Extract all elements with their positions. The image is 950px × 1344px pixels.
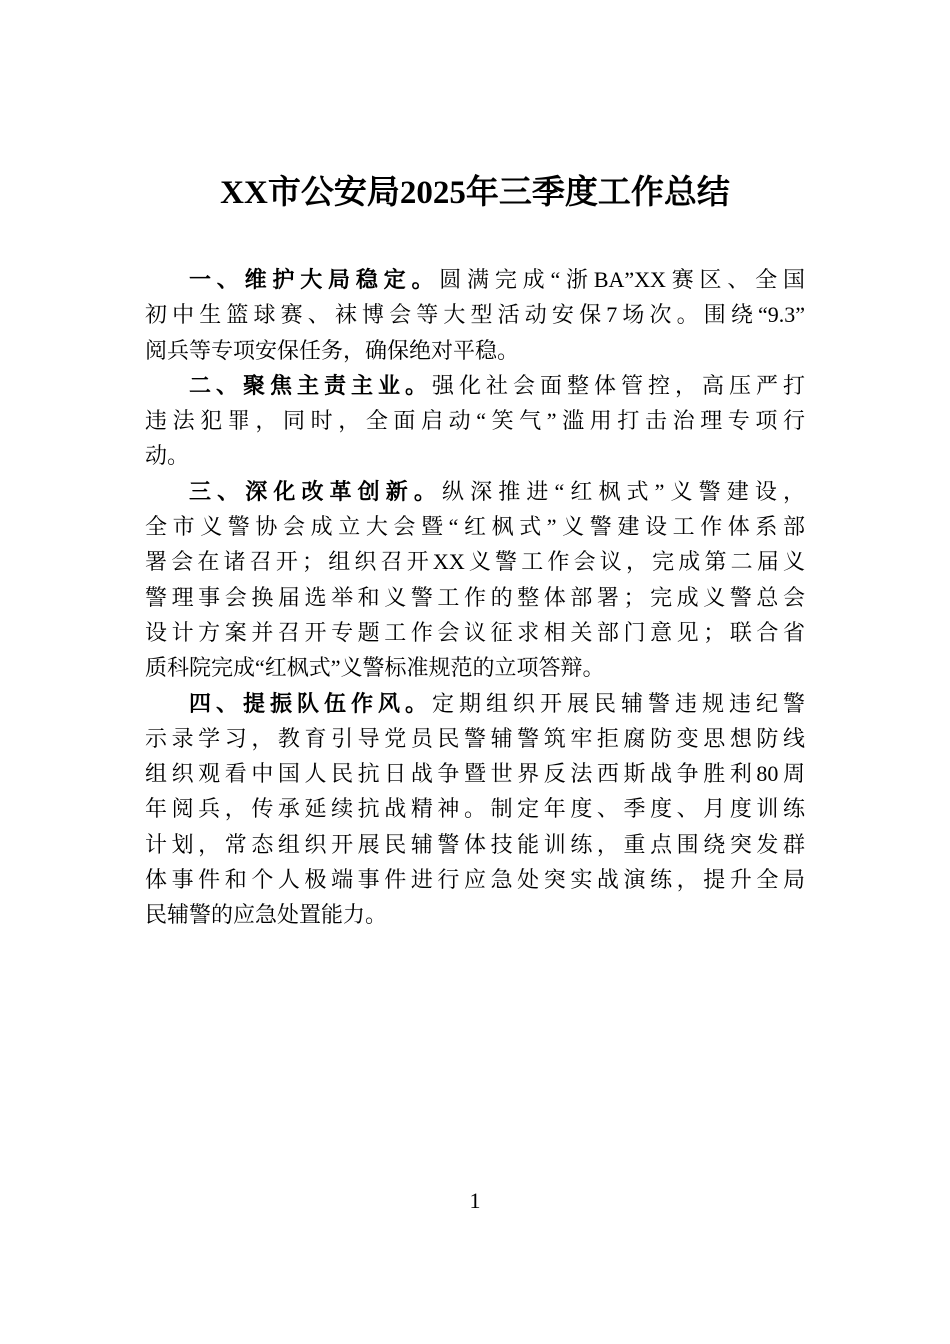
line-text: 全市义警协会成立大会暨“红枫式”义警建设工作体系部: [145, 514, 805, 540]
paragraph: [145, 686, 805, 933]
text-line: [145, 791, 805, 826]
paragraph-heading: 四、提振队伍作风。: [189, 691, 432, 717]
page-number: 1: [469, 1188, 481, 1213]
paragraph-heading: 一、维护大局稳定。: [189, 268, 440, 293]
line-text: 组织观看中国人民抗日战争暨世界反法西斯战争胜利80周: [145, 761, 805, 787]
text-line: [145, 580, 805, 615]
text-line: [145, 509, 805, 544]
line-text: 初中生篮球赛、袜博会等大型活动安保7场次。围绕“9.3”: [145, 302, 805, 328]
document-body: [145, 262, 805, 933]
paragraph: [145, 474, 805, 686]
text-line: [145, 438, 805, 473]
line-text: 圆满完成“浙BA”XX赛区、全国: [439, 267, 805, 292]
text-line: [145, 862, 805, 897]
text-line: [145, 297, 805, 332]
paragraph: [145, 262, 805, 368]
line-text: 民辅警的应急处置能力。: [145, 902, 388, 928]
paragraph-heading: 三、深化改革创新。: [189, 479, 443, 505]
text-line: [145, 403, 805, 438]
text-line: [145, 333, 805, 368]
line-text: 年阅兵，传承延续抗战精神。制定年度、季度、月度训练: [145, 796, 805, 822]
line-text: 阅兵等专项安保任务，确保绝对平稳。: [145, 337, 520, 363]
paragraph-heading: 二、聚焦主责主业。: [189, 373, 432, 399]
line-text: 设计方案并召开专题工作会议征求相关部门意见；联合省: [145, 619, 805, 645]
text-line: [145, 827, 805, 862]
line-text: 违法犯罪，同时，全面启动“笑气”滥用打击治理专项行: [145, 408, 805, 434]
text-line: [145, 756, 805, 791]
text-line: [145, 262, 805, 297]
line-text: 强化社会面整体管控，高压严打: [432, 372, 805, 398]
line-text: 定期组织开展民辅警违规违纪警: [432, 690, 805, 716]
text-line: [145, 615, 805, 650]
text-line: [145, 368, 805, 403]
text-line: [145, 544, 805, 579]
line-text: 体事件和个人极端事件进行应急处突实战演练，提升全局: [145, 867, 805, 893]
paragraph: [145, 368, 805, 474]
line-text: 质科院完成“红枫式”义警标准规范的立项答辩。: [145, 655, 605, 681]
text-line: [145, 897, 805, 932]
line-text: 纵深推进“红枫式”义警建设，: [442, 478, 805, 504]
text-line: [145, 721, 805, 756]
text-line: [145, 474, 805, 509]
line-text: 示录学习，教育引导党员民警辅警筑牢拒腐防变思想防线: [145, 725, 805, 751]
line-text: 动。: [145, 443, 190, 469]
text-line: [145, 686, 805, 721]
line-text: 署会在诸召开；组织召开XX义警工作会议，完成第二届义: [145, 549, 805, 575]
document-title: XX市公安局2025年三季度工作总结: [220, 175, 730, 211]
line-text: 计划，常态组织开展民辅警体技能训练，重点围绕突发群: [145, 831, 805, 857]
text-line: [145, 650, 805, 685]
line-text: 警理事会换届选举和义警工作的整体部署；完成义警总会: [145, 584, 805, 610]
